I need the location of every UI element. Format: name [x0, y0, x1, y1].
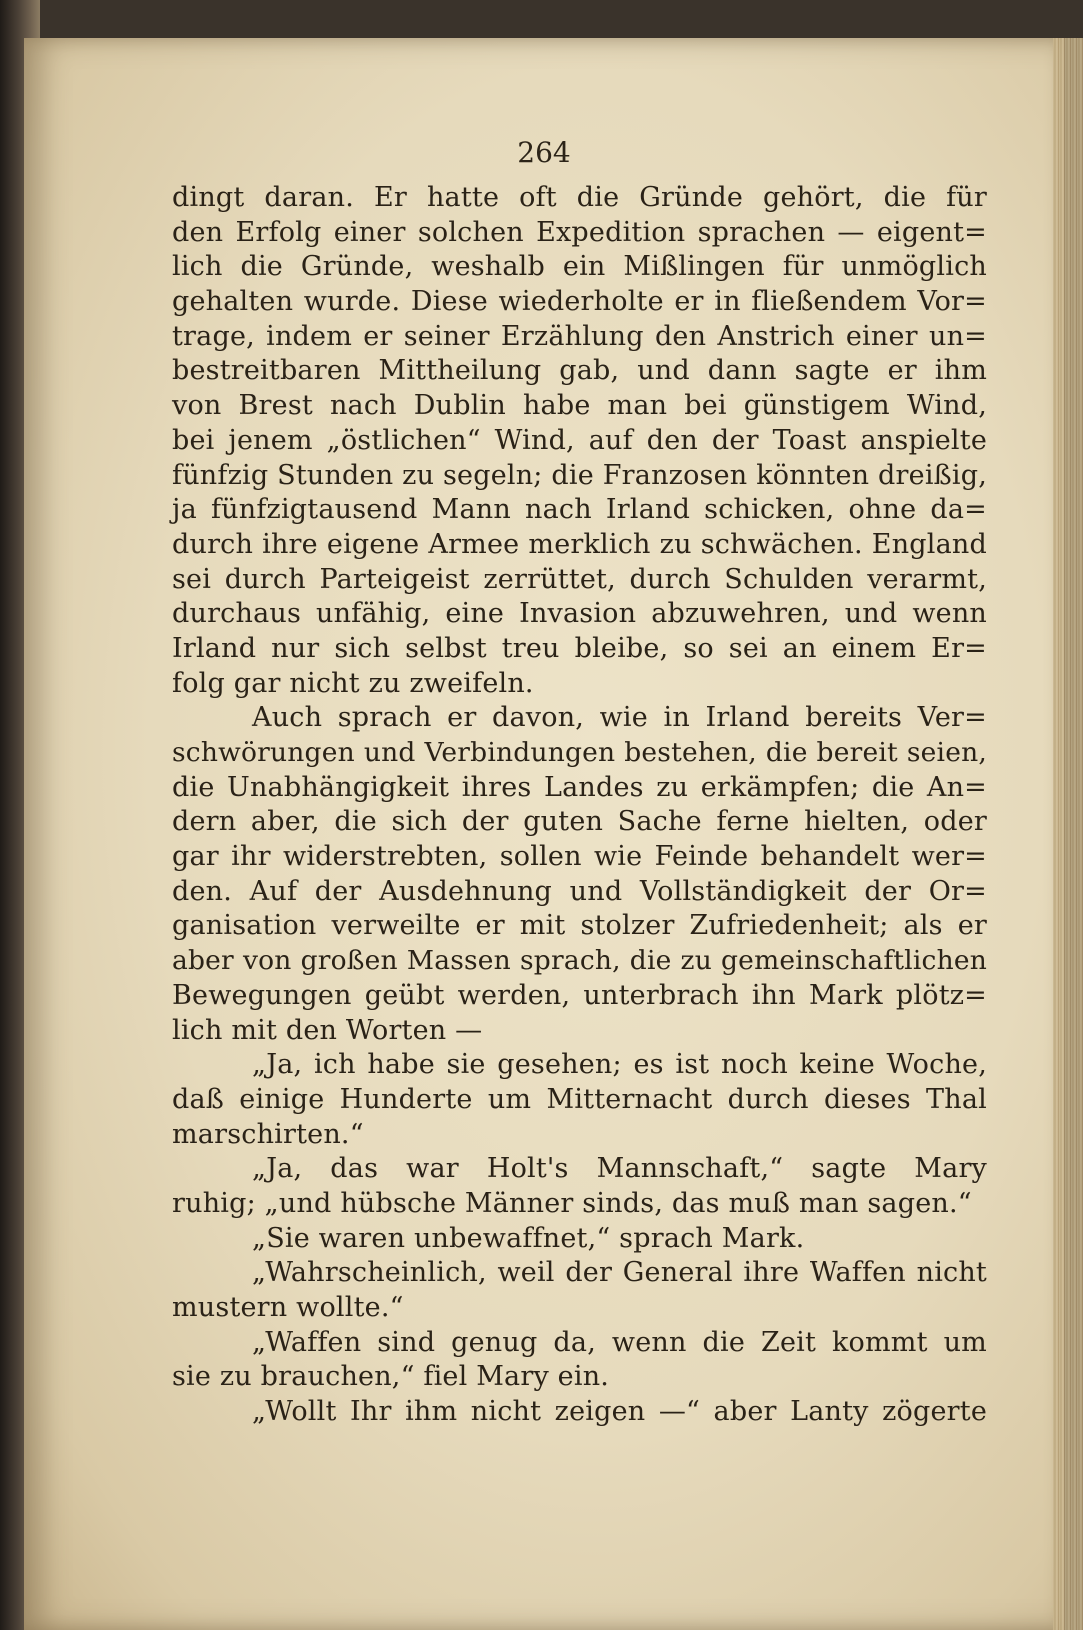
text-line: dern aber, die sich der guten Sache ferne hielten, oder: [172, 806, 987, 838]
text-line: die Unabhängigkeit ihres Landes zu erkämpfen; die An=: [172, 771, 987, 803]
text-line: trage, indem er seiner Erzählung den Anstrich einer un=: [172, 320, 987, 352]
text-line: lich die Gründe, weshalb ein Mißlingen für unmöglich: [172, 251, 987, 283]
text-line: schwörungen und Verbindungen bestehen, die bereit seien,: [172, 737, 987, 768]
text-line: durch ihre eigene Armee merklich zu schwächen. England: [172, 528, 987, 560]
text-line: sie zu brauchen,“ fiel Mary ein.: [172, 1361, 610, 1393]
text-line: den Erfolg einer solchen Expedition sprachen — eigent=: [172, 216, 987, 248]
text-line: Irland nur sich selbst treu bleibe, so sei an einem Er=: [172, 632, 987, 664]
text-line: bestreitbaren Mittheilung gab, und dann sagte er ihm: [172, 355, 987, 387]
body-text: [172, 181, 987, 1430]
text-line: sei durch Parteigeist zerrüttet, durch Schulden verarmt,: [172, 563, 987, 595]
text-line: mustern wollte.“: [172, 1292, 404, 1323]
text-line: Bewegungen geübt werden, unterbrach ihn Mark plötz=: [172, 979, 987, 1011]
text-line: dingt daran. Er hatte oft die Gründe gehört, die für: [172, 182, 987, 213]
text-line: ruhig; „und hübsche Männer sinds, das muß man sagen.“: [172, 1187, 972, 1219]
text-line: „Ja, das war Holt's Mannschaft,“ sagte Mary: [252, 1153, 987, 1185]
text-line: folg gar nicht zu zweifeln.: [172, 667, 534, 699]
text-line: „Ja, ich habe sie gesehen; es ist noch keine Woche,: [252, 1049, 987, 1081]
text-line: von Brest nach Dublin habe man bei günstigem Wind,: [172, 390, 987, 422]
text-line: lich mit den Worten —: [172, 1014, 483, 1046]
page-number: 264: [517, 136, 571, 169]
text-line: gar ihr widerstrebten, sollen wie Feinde behandelt wer=: [172, 841, 987, 873]
text-line: „Sie waren unbewaffnet,“ sprach Mark.: [252, 1222, 805, 1254]
text-line: den. Auf der Ausdehnung und Vollständigkeit der Or=: [172, 875, 987, 907]
text-line: „Wollt Ihr ihm nicht zeigen —“ aber Lanty zögerte: [252, 1396, 987, 1428]
text-line: aber von großen Massen sprach, die zu gemeinschaftlichen: [172, 945, 987, 977]
text-line: fünfzig Stunden zu segeln; die Franzosen könnten dreißig,: [172, 459, 987, 491]
text-line: „Wahrscheinlich, weil der General ihre Waffen nicht: [252, 1257, 987, 1289]
text-line: marschirten.“: [172, 1118, 364, 1150]
book-page: [24, 38, 1064, 1630]
text-line: Auch sprach er davon, wie in Irland bereits Ver=: [252, 702, 987, 734]
text-line: gehalten wurde. Diese wiederholte er in fließendem Vor=: [172, 286, 987, 318]
text-line: ja fünfzigtausend Mann nach Irland schicken, ohne da=: [172, 494, 987, 526]
text-line: „Waffen sind genug da, wenn die Zeit kommt um: [252, 1326, 987, 1358]
text-line: daß einige Hunderte um Mitternacht durch dieses Thal: [172, 1083, 987, 1115]
page-edges: [1053, 38, 1083, 1630]
text-line: bei jenem „östlichen“ Wind, auf den der Toast anspielte: [172, 424, 987, 456]
text-line: ganisation verweilte er mit stolzer Zufriedenheit; als er: [172, 910, 987, 942]
text-line: durchaus unfähig, eine Invasion abzuwehren, und wenn: [172, 598, 987, 630]
